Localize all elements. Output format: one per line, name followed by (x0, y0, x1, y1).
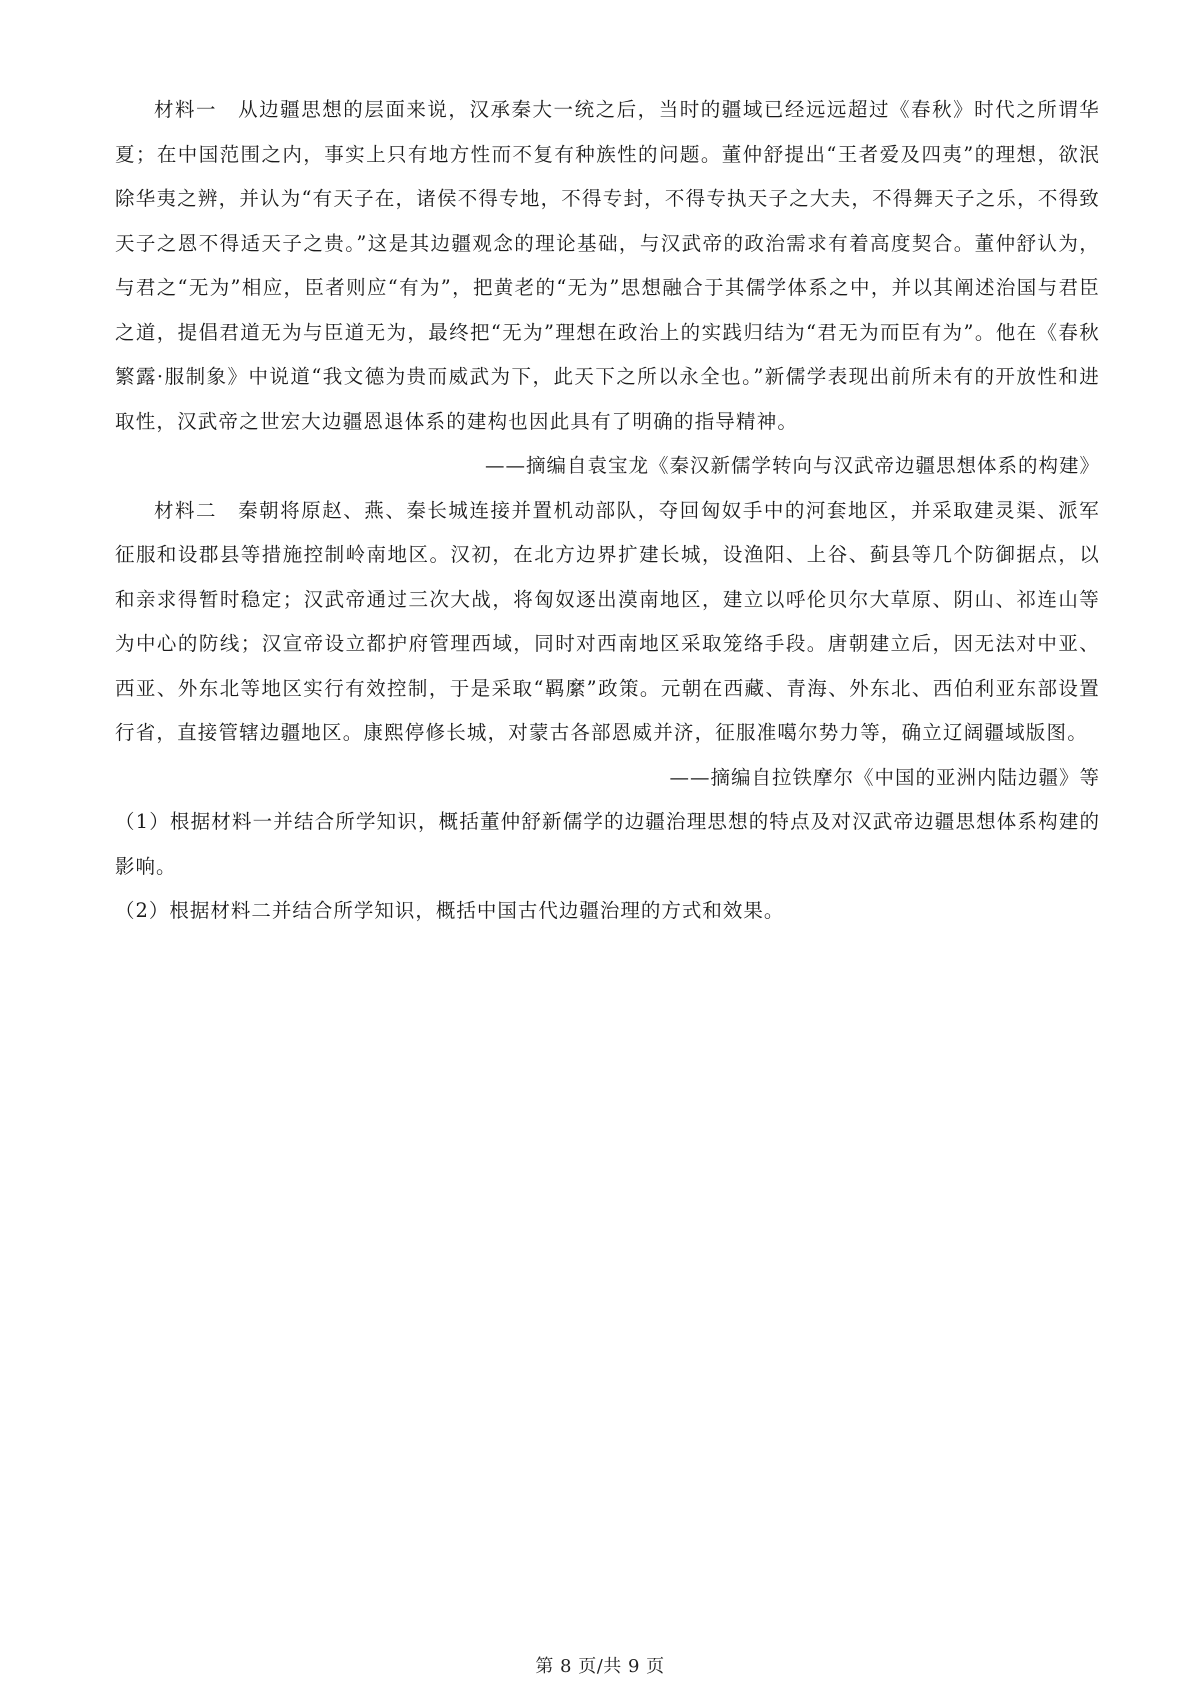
page-content (115, 88, 1100, 934)
question-1: （1）根据材料一并结合所学知识，概括董仲舒新儒学的边疆治理思想的特点及对汉武帝边疆思想体系构建的影响。 (115, 810, 1100, 878)
material-two-source: ——摘编自拉铁摩尔《中国的亚洲内陆边疆》等 (669, 765, 1100, 789)
material-one-source: ——摘编自袁宝龙《秦汉新儒学转向与汉武帝边疆思想体系的构建》 (484, 454, 1100, 477)
material-two-paragraph: 材料二 秦朝将原赵、燕、秦长城连接并置机动部队，夺回匈奴手中的河套地区，并采取建灵渠、派军征服和设郡县等措施控制岭南地区。汉初，在北方边界扩建长城，设渔阳、上谷、蓟县等几个防御据点，以和亲求得暂时稳定；汉武帝通过三次大战，将匈奴逐出漠南地区，建立以呼伦贝尔大草原、阴山、祁连山等为中心的防线；汉宣帝设立都护府管理西域，同时对西南地区采取笼络手段。唐朝建立后，因无法对中亚、西亚、外东北等地区实行有效控制，于是采取“羁縻”政策。元朝在西藏、青海、外东北、西伯利亚东部设置行省，直接管辖边疆地区。康熙停修长城，对蒙古各部恩威并济，征服准噶尔势力等，确立辽阔疆域版图。 (115, 498, 1100, 744)
question-2: （2）根据材料二并结合所学知识，概括中国古代边疆治理的方式和效果。 (115, 899, 785, 922)
page-number-footer: 第 8 页/共 9 页 (535, 1656, 665, 1677)
material-one-paragraph: 材料一 从边疆思想的层面来说，汉承秦大一统之后，当时的疆域已经远远超过《春秋》时代之所谓华夏；在中国范围之内，事实上只有地方性而不复有种族性的问题。董仲舒提出“王者爱及四夷”的理想，欲泯除华夷之辨，并认为“有天子在，诸侯不得专地，不得专封，不得专执天子之大夫，不得舞天子之乐，不得致天子之恩不得适天子之贵。”这是其边疆观念的理论基础，与汉武帝的政治需求有着高度契合。董仲舒认为，与君之“无为”相应，臣者则应“有为”，把黄老的“无为”思想融合于其儒学体系之中，并以其阐述治国与君臣之道，提倡君道无为与臣道无为，最终把“无为”理想在政治上的实践归结为“君无为而臣有为”。他在《春秋繁露·服制象》中说道“我文德为贵而威武为下，此天下之所以永全也。”新儒学表现出前所未有的开放性和进取性，汉武帝之世宏大边疆恩退体系的建构也因此具有了明确的指导精神。 (115, 98, 1100, 433)
